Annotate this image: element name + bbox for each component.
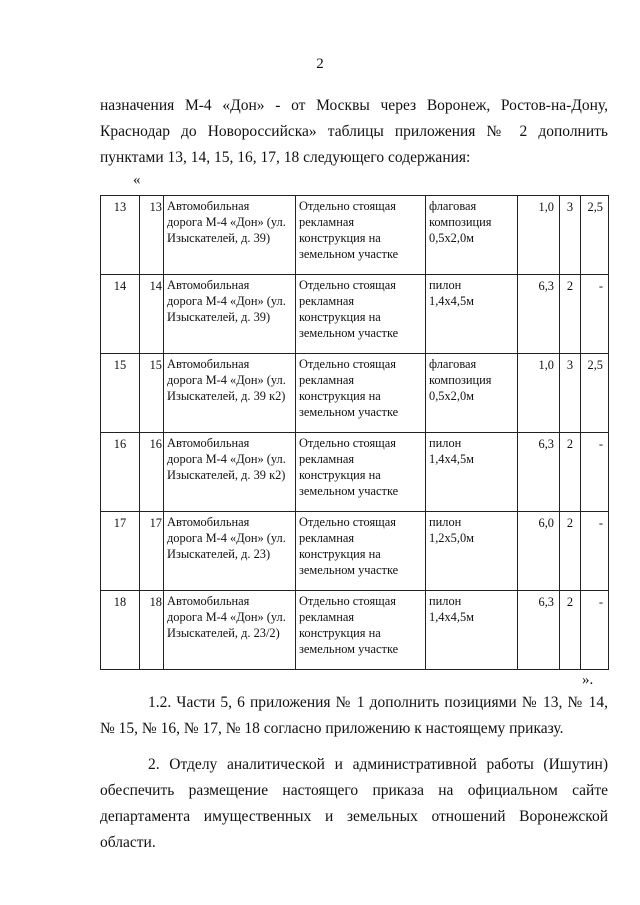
table-row [101, 354, 609, 433]
structure-type-cell-line: рекламная [299, 294, 355, 308]
structure-kind-cell-line: пилон [429, 515, 462, 529]
structure-kind-cell [426, 275, 518, 354]
address-cell-line: дорога М-4 «Дон» (ул. [167, 452, 286, 466]
structure-kind-cell [426, 591, 518, 670]
position-number-cell: 14 [140, 275, 164, 354]
structure-type-cell-line: земельном участке [299, 642, 399, 656]
structure-kind-cell-line: 0,5х2,0м [429, 389, 475, 403]
structure-type-cell-line: рекламная [299, 531, 355, 545]
structure-type-cell-line: земельном участке [299, 326, 399, 340]
structure-type-cell [296, 591, 426, 670]
structure-type-cell-line: конструкция на [299, 468, 381, 482]
sides-count-cell: 2 [560, 433, 581, 512]
area-cell: 6,3 [518, 433, 560, 512]
page-number: 2 [316, 56, 324, 72]
address-cell-line: Автомобильная [167, 199, 250, 213]
extra-value-cell: - [581, 591, 609, 670]
paragraph-1-2-line: № 15, № 16, № 17, № 18 согласно приложению к настоящему приказу. [100, 720, 564, 737]
sides-count-cell: 3 [560, 196, 581, 275]
structure-kind-cell-line: 1,4х4,5м [429, 294, 475, 308]
structure-type-cell [296, 354, 426, 433]
structure-type-cell-line: конструкция на [299, 389, 381, 403]
structure-kind-cell [426, 196, 518, 275]
table-row [101, 433, 609, 512]
extra-value-cell: - [581, 433, 609, 512]
table-body [101, 196, 609, 670]
address-cell-line: Изыскателей, д. 23) [167, 547, 271, 561]
address-cell-line: Изыскателей, д. 39) [167, 231, 271, 245]
address-cell-line: Изыскателей, д. 39 к2) [167, 389, 286, 403]
structure-kind-cell-line: 1,2х5,0м [429, 531, 475, 545]
closing-quote-mark: ». [582, 672, 594, 688]
intro-line: пунктами 13, 14, 15, 16, 17, 18 следующего содержания: [100, 149, 471, 166]
position-number-cell: 18 [140, 591, 164, 670]
position-number-cell: 16 [140, 433, 164, 512]
table-row [101, 512, 609, 591]
structure-type-cell-line: конструкция на [299, 231, 381, 245]
structure-type-cell-line: конструкция на [299, 547, 381, 561]
structure-type-cell-line: Отдельно стоящая [299, 357, 396, 371]
address-cell-line: Изыскателей, д. 39) [167, 310, 271, 324]
paragraph-2-line: обеспечить размещение настоящего приказа на официальном сайте [100, 782, 608, 799]
address-cell-line: Автомобильная [167, 357, 250, 371]
structure-type-cell-line: рекламная [299, 610, 355, 624]
intro-line: назначения М-4 «Дон» - от Москвы через Воронеж, Ростов-на-Дону, [100, 97, 608, 114]
structure-kind-cell-line: пилон [429, 278, 462, 292]
address-cell-line: Автомобильная [167, 515, 250, 529]
paragraph-2-line: области. [100, 834, 156, 851]
address-cell [164, 591, 296, 670]
area-cell: 6,0 [518, 512, 560, 591]
address-cell [164, 433, 296, 512]
structure-kind-cell-line: флаговая [429, 199, 477, 213]
area-cell: 6,3 [518, 275, 560, 354]
sides-count-cell: 2 [560, 591, 581, 670]
extra-value-cell: - [581, 512, 609, 591]
address-cell-line: дорога М-4 «Дон» (ул. [167, 610, 286, 624]
structure-kind-cell [426, 354, 518, 433]
address-cell [164, 512, 296, 591]
extra-value-cell: 2,5 [581, 354, 609, 433]
address-cell-line: дорога М-4 «Дон» (ул. [167, 294, 286, 308]
structure-type-cell-line: конструкция на [299, 310, 381, 324]
advertising-structures-table [100, 195, 609, 670]
structure-type-cell [296, 512, 426, 591]
address-cell-line: Изыскателей, д. 39 к2) [167, 468, 286, 482]
structure-type-cell-line: рекламная [299, 373, 355, 387]
position-number-cell: 15 [140, 354, 164, 433]
extra-value-cell: 2,5 [581, 196, 609, 275]
structure-kind-cell [426, 512, 518, 591]
table-row [101, 275, 609, 354]
opening-quote-mark: « [133, 172, 141, 188]
structure-kind-cell-line: 1,4х4,5м [429, 452, 475, 466]
structure-type-cell-line: Отдельно стоящая [299, 199, 396, 213]
structure-kind-cell-line: 1,4х4,5м [429, 610, 475, 624]
intro-line: Краснодар до Новороссийска» таблицы приложения № 2 дополнить [100, 123, 608, 140]
address-cell-line: дорога М-4 «Дон» (ул. [167, 215, 286, 229]
structure-type-cell [296, 433, 426, 512]
extra-value-cell: - [581, 275, 609, 354]
structure-kind-cell-line: пилон [429, 436, 462, 450]
structure-kind-cell-line: 0,5х2,0м [429, 231, 475, 245]
row-number-cell: 18 [101, 591, 140, 670]
position-number-cell: 17 [140, 512, 164, 591]
address-cell [164, 354, 296, 433]
address-cell-line: Автомобильная [167, 278, 250, 292]
structure-type-cell-line: Отдельно стоящая [299, 515, 396, 529]
intro-paragraph [100, 93, 608, 171]
structure-kind-cell-line: композиция [429, 373, 492, 387]
area-cell: 1,0 [518, 354, 560, 433]
row-number-cell: 16 [101, 433, 140, 512]
structure-kind-cell-line: композиция [429, 215, 492, 229]
paragraph-2-line: департамента имущественных и земельных отношений Воронежской [100, 808, 608, 825]
area-cell: 1,0 [518, 196, 560, 275]
structure-kind-cell [426, 433, 518, 512]
address-cell [164, 275, 296, 354]
area-cell: 6,3 [518, 591, 560, 670]
closing-paragraphs [100, 690, 608, 856]
table-row [101, 196, 609, 275]
paragraph-1-2-line: 1.2. Части 5, 6 приложения № 1 дополнить позициями № 13, № 14, [148, 694, 608, 711]
row-number-cell: 17 [101, 512, 140, 591]
structure-type-cell-line: конструкция на [299, 626, 381, 640]
address-cell-line: Автомобильная [167, 436, 250, 450]
structure-type-cell-line: земельном участке [299, 563, 399, 577]
structure-type-cell-line: земельном участке [299, 247, 399, 261]
sides-count-cell: 2 [560, 275, 581, 354]
structure-type-cell [296, 196, 426, 275]
sides-count-cell: 3 [560, 354, 581, 433]
paragraph-2-line: 2. Отделу аналитической и административной работы (Ишутин) [148, 756, 608, 773]
structure-type-cell-line: земельном участке [299, 484, 399, 498]
structure-kind-cell-line: флаговая [429, 357, 477, 371]
address-cell [164, 196, 296, 275]
position-number-cell: 13 [140, 196, 164, 275]
structure-type-cell-line: Отдельно стоящая [299, 278, 396, 292]
sides-count-cell: 2 [560, 512, 581, 591]
structure-type-cell-line: Отдельно стоящая [299, 594, 396, 608]
row-number-cell: 14 [101, 275, 140, 354]
structure-type-cell-line: Отдельно стоящая [299, 436, 396, 450]
row-number-cell: 15 [101, 354, 140, 433]
address-cell-line: Изыскателей, д. 23/2) [167, 626, 280, 640]
structure-type-cell-line: земельном участке [299, 405, 399, 419]
address-cell-line: дорога М-4 «Дон» (ул. [167, 373, 286, 387]
structure-type-cell-line: рекламная [299, 452, 355, 466]
address-cell-line: Автомобильная [167, 594, 250, 608]
row-number-cell: 13 [101, 196, 140, 275]
structure-type-cell-line: рекламная [299, 215, 355, 229]
structure-type-cell [296, 275, 426, 354]
structure-kind-cell-line: пилон [429, 594, 462, 608]
address-cell-line: дорога М-4 «Дон» (ул. [167, 531, 286, 545]
table-row [101, 591, 609, 670]
